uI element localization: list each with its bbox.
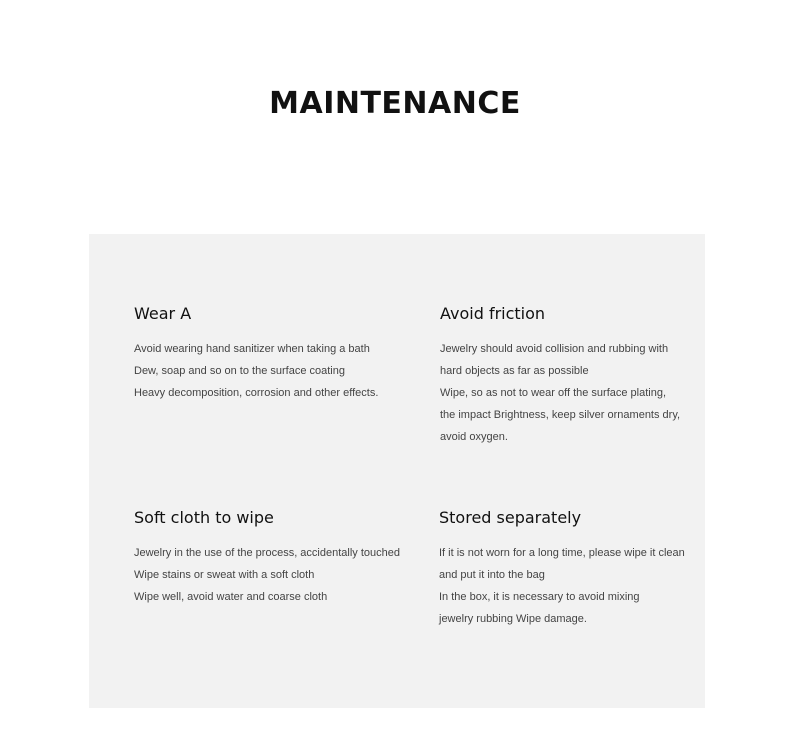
section-text-line: Wipe stains or sweat with a soft cloth [134, 569, 315, 581]
section-text-line: the impact Brightness, keep silver ornaments dry, [440, 409, 681, 421]
section-heading: Avoid friction [440, 304, 546, 323]
section-avoid-friction [440, 304, 680, 448]
section-text-line: jewelry rubbing Wipe damage. [439, 613, 587, 625]
section-text-line: Jewelry should avoid collision and rubbing with [440, 343, 669, 355]
section-soft-cloth [134, 508, 400, 608]
section-text-line: Dew, soap and so on to the surface coating [134, 365, 345, 377]
section-text-line: and put it into the bag [439, 569, 545, 581]
section-text-line: Heavy decomposition, corrosion and other effects. [134, 387, 379, 399]
section-text-line: Wipe well, avoid water and coarse cloth [134, 591, 328, 603]
section-text-line: avoid oxygen. [440, 431, 508, 443]
section-heading: Soft cloth to wipe [134, 508, 274, 527]
section-text-line: If it is not worn for a long time, please wipe it clean [439, 547, 685, 559]
section-heading: Stored separately [439, 508, 582, 527]
maintenance-panel [89, 234, 705, 708]
page-title: MAINTENANCE [269, 86, 521, 121]
section-text-line: In the box, it is necessary to avoid mixing [439, 591, 640, 603]
section-heading: Wear A [134, 304, 192, 323]
section-text-line: Avoid wearing hand sanitizer when taking a bath [134, 343, 370, 355]
section-text-line: Jewelry in the use of the process, accidentally touched [134, 547, 400, 559]
section-wear [134, 304, 378, 404]
section-text-line: hard objects as far as possible [440, 365, 589, 377]
section-stored-separately [439, 508, 685, 630]
section-text-line: Wipe, so as not to wear off the surface plating, [440, 387, 667, 399]
